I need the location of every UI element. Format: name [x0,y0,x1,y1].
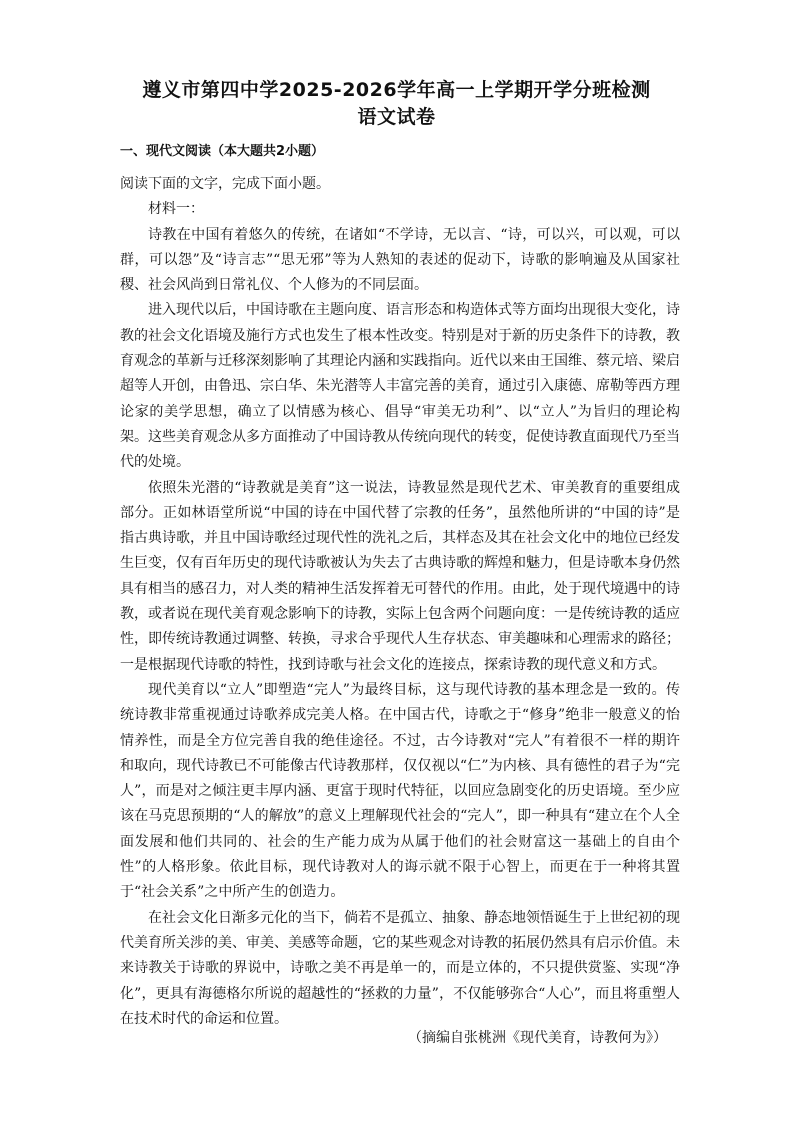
reading-passage [120,172,680,1032]
paragraph-2: 进入现代以后，中国诗歌在主题向度、语言形态和构造体式等方面均出现很大变化，诗教的社会文化语境及施行方式也发生了根本性改变。特别是对于新的历史条件下的诗教，教育观念的革新与迁移深刻影响了其理论内涵和实践指向。近代以来由王国维、蔡元培、梁启超等人开创，由鲁迅、宗白华、朱光潜等人丰富完善的美育，通过引入康德、席勒等西方理论家的美学思想，确立了以情感为核心、倡导“审美无功利”、以“立人”为旨归的理论构架。这些美育观念从多方面推动了中国诗教从传统向现代的转变，促使诗教直面现代乃至当代的处境。 [120,302,680,471]
section-heading: 一、现代文阅读（本大题共2小题） [120,144,325,159]
exam-title: 遵义市第四中学2025-2026学年高一上学期开学分班检测 [142,79,651,101]
paragraph-3: 依照朱光潜的“诗教就是美育”这一说法，诗教显然是现代艺术、审美教育的重要组成部分。正如林语堂所说“中国的诗在中国代替了宗教的任务”，虽然他所讲的“中国的诗”是指古典诗歌，并且中国诗歌经过现代性的洗礼之后，其样态及其在社会文化中的地位已经发生巨变，仅有百年历史的现代诗歌被认为失去了古典诗歌的辉煌和魅力，但是诗歌本身仍然具有相当的感召力，对人类的精神生活发挥着无可替代的作用。由此，处于现代境遇中的诗教，或者说在现代美育观念影响下的诗教，实际上包含两个问题向度：一是传统诗教的适应性，即传统诗教通过调整、转换，寻求合乎现代人生存状态、审美趣味和心理需求的路径；一是根据现代诗歌的特性，找到诗歌与社会文化的连接点，探索诗教的现代意义和方式。 [120,479,680,673]
material-label: 材料一： [148,201,204,218]
source-citation: （摘编自张桃洲《现代美育，诗教何为》） [408,1030,667,1046]
paragraph-1: 诗教在中国有着悠久的传统，在诸如“不学诗，无以言、“诗，可以兴，可以观，可以群，可以怨”及“诗言志”“思无邪”等为人熟知的表述的促动下，诗歌的影响遍及从国家社稷、社会风尚到日常礼仪、个人修为的不同层面。 [120,226,680,294]
exam-subtitle: 语文试卷 [357,106,436,128]
paragraph-4: 现代美育以“立人”即塑造“完人”为最终目标，这与现代诗教的基本理念是一致的。传统诗教非常重视通过诗歌养成完美人格。在中国古代，诗歌之于“修身”绝非一般意义的怡情养性，而是全方位完善自我的绝佳途径。不过，古今诗教对“完人”有着很不一样的期许和取向，现代诗教已不可能像古代诗教那样，仅仅视以“仁”为内核、具有德性的君子为“完人”，而是对之倾注更丰厚内涵、更富于现时代特征，以回应急剧变化的历史语境。至少应该在马克思预期的“人的解放”的意义上理解现代社会的“完人”，即一种具有“建立在个人全面发展和他们共同的、社会的生产能力成为从属于他们的社会财富这一基础上的自由个性”的人格形象。依此目标，现代诗教对人的诲示就不限于心智上，而更在于一种将其置于“社会关系”之中所产生的创造力。 [120,681,680,901]
paragraph-5: 在社会文化日渐多元化的当下，倘若不是孤立、抽象、静态地领悟诞生于上世纪初的现代美育所关涉的美、审美、美感等命题，它的某些观念对诗教的拓展仍然具有启示价值。未来诗教关于诗歌的界说中，诗歌之美不再是单一的，而是立体的，不只提供赏鉴、实现“净化”，更具有海德格尔所说的超越性的“拯救的力量”，不仅能够弥合“人心”，而且将重塑人在技术时代的命运和位置。 [120,909,680,1027]
instruction-text: 阅读下面的文字，完成下面小题。 [120,176,330,192]
